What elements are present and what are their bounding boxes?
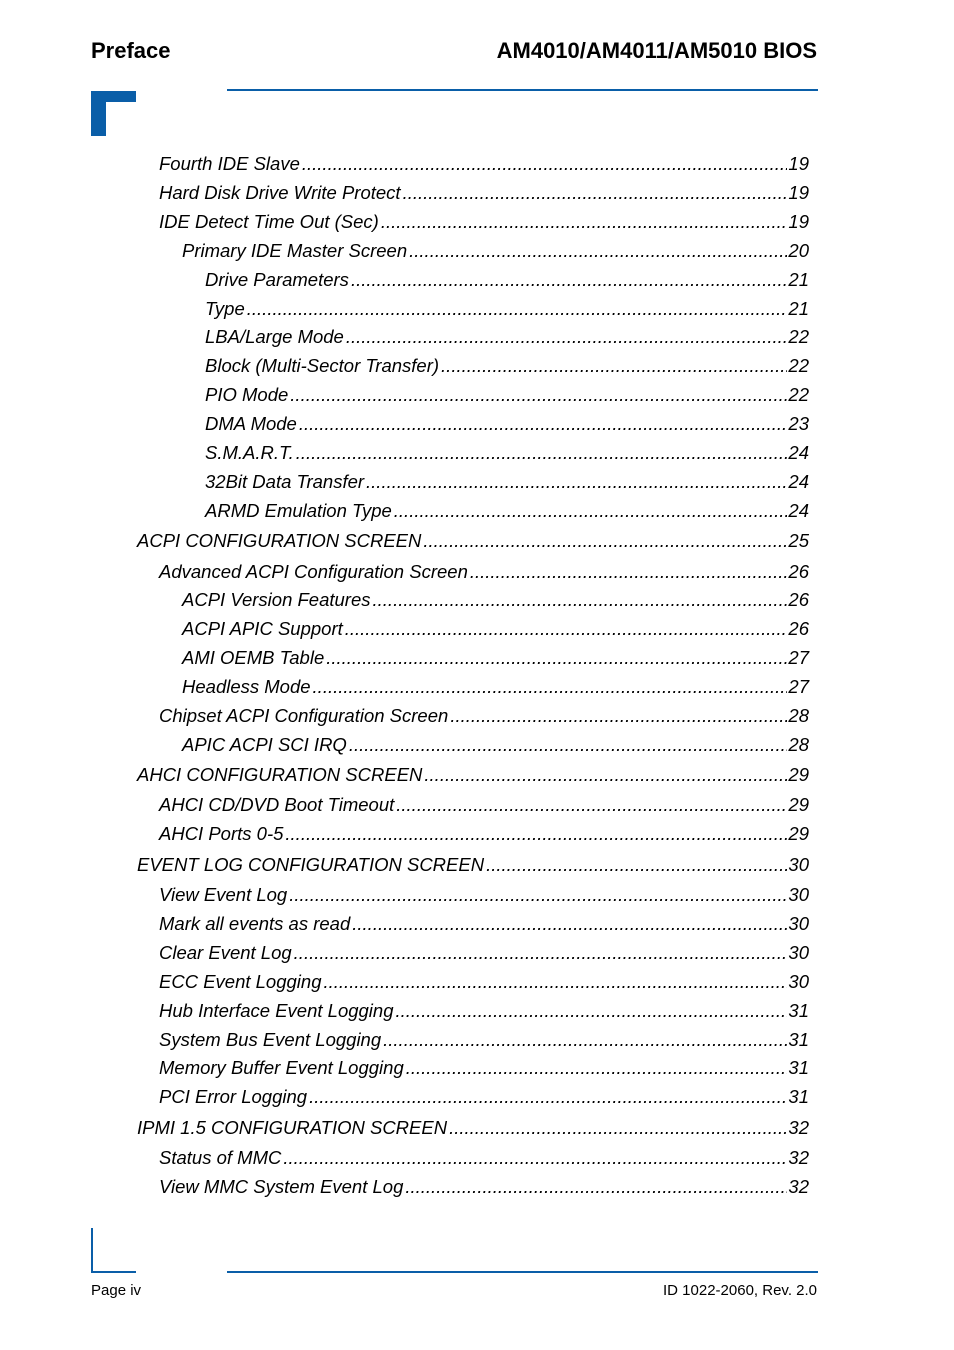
toc-entry-text: PIO Mode bbox=[205, 384, 289, 405]
toc-entry-page: 22 bbox=[788, 384, 809, 405]
toc-leader-dots bbox=[289, 884, 787, 906]
toc-entry[interactable] bbox=[137, 530, 809, 552]
toc-entry[interactable] bbox=[137, 1117, 809, 1139]
toc-entry-page: 27 bbox=[788, 647, 809, 668]
toc-entry[interactable] bbox=[159, 561, 809, 583]
toc-entry-text: Chipset ACPI Configuration Screen bbox=[159, 705, 449, 726]
toc-entry-page: 29 bbox=[788, 794, 809, 815]
footer-rule bbox=[227, 1271, 818, 1273]
toc-entry[interactable] bbox=[159, 211, 809, 233]
toc-entry-text: AHCI CONFIGURATION SCREEN bbox=[137, 764, 423, 785]
toc-entry-page: 20 bbox=[788, 240, 809, 261]
toc-entry-text: APIC ACPI SCI IRQ bbox=[182, 734, 347, 755]
toc-entry-text: System Bus Event Logging bbox=[159, 1029, 382, 1050]
toc-entry-page: 26 bbox=[788, 561, 809, 582]
toc-entry-text: ACPI Version Features bbox=[182, 589, 371, 610]
toc-entry-text: Fourth IDE Slave bbox=[159, 153, 300, 174]
toc-leader-dots bbox=[346, 326, 787, 348]
toc-leader-dots bbox=[424, 764, 787, 786]
toc-entry[interactable] bbox=[159, 1176, 809, 1198]
toc-entry-page: 31 bbox=[788, 1057, 809, 1078]
toc-entry-text: Memory Buffer Event Logging bbox=[159, 1057, 404, 1078]
toc-entry-page: 25 bbox=[788, 530, 809, 551]
toc-entry-page: 26 bbox=[788, 589, 809, 610]
footer-bracket-vertical bbox=[91, 1228, 93, 1273]
toc-entry-text: LBA/Large Mode bbox=[205, 326, 344, 347]
toc-leader-dots bbox=[486, 854, 787, 876]
toc-entry-text: 32Bit Data Transfer bbox=[205, 471, 365, 492]
toc-entry[interactable] bbox=[205, 471, 809, 493]
toc-entry-text: View MMC System Event Log bbox=[159, 1176, 404, 1197]
toc-entry[interactable] bbox=[182, 589, 809, 611]
toc-leader-dots bbox=[449, 1117, 787, 1139]
toc-entry-page: 23 bbox=[788, 413, 809, 434]
toc-entry-page: 29 bbox=[788, 764, 809, 785]
header-title: AM4010/AM4011/AM5010 BIOS bbox=[496, 38, 817, 63]
toc-entry-page: 30 bbox=[788, 971, 809, 992]
toc-entry[interactable] bbox=[159, 182, 809, 204]
toc-leader-dots bbox=[349, 734, 787, 756]
toc-leader-dots bbox=[285, 823, 787, 845]
toc-entry[interactable] bbox=[205, 500, 809, 522]
toc-entry-page: 31 bbox=[788, 1029, 809, 1050]
toc-entry-text: ARMD Emulation Type bbox=[205, 500, 392, 521]
toc-leader-dots bbox=[247, 298, 787, 320]
toc-entry[interactable] bbox=[159, 913, 809, 935]
toc-entry[interactable] bbox=[205, 413, 809, 435]
toc-leader-dots bbox=[441, 355, 787, 377]
toc-entry-text: Advanced ACPI Configuration Screen bbox=[159, 561, 468, 582]
toc-entry[interactable] bbox=[159, 1057, 809, 1079]
toc-leader-dots bbox=[296, 442, 787, 464]
toc-entry-page: 21 bbox=[788, 298, 809, 319]
toc-leader-dots bbox=[290, 384, 787, 406]
toc-entry-text: AMI OEMB Table bbox=[182, 647, 325, 668]
toc-entry-text: Clear Event Log bbox=[159, 942, 292, 963]
toc-entry[interactable] bbox=[182, 734, 809, 756]
toc-leader-dots bbox=[313, 676, 787, 698]
toc-leader-dots bbox=[403, 182, 787, 204]
toc-entry[interactable] bbox=[159, 153, 809, 175]
toc-entry-page: 19 bbox=[788, 153, 809, 174]
toc-entry[interactable] bbox=[205, 298, 809, 320]
toc-entry-page: 32 bbox=[788, 1117, 809, 1138]
toc-entry-page: 32 bbox=[788, 1176, 809, 1197]
toc-entry[interactable] bbox=[159, 705, 809, 727]
toc-leader-dots bbox=[406, 1057, 787, 1079]
toc-entry[interactable] bbox=[182, 240, 809, 262]
toc-entry-text: AHCI Ports 0-5 bbox=[159, 823, 284, 844]
toc-leader-dots bbox=[396, 794, 787, 816]
toc-entry-page: 19 bbox=[788, 182, 809, 203]
toc-entry-page: 24 bbox=[788, 500, 809, 521]
toc-entry-page: 31 bbox=[788, 1086, 809, 1107]
toc-entry[interactable] bbox=[137, 854, 809, 876]
toc-leader-dots bbox=[394, 500, 787, 522]
toc-leader-dots bbox=[283, 1147, 787, 1169]
toc-entry-text: ACPI APIC Support bbox=[182, 618, 343, 639]
toc-entry[interactable] bbox=[182, 618, 809, 640]
toc-entry[interactable] bbox=[159, 823, 809, 845]
toc-entry-text: Hub Interface Event Logging bbox=[159, 1000, 394, 1021]
toc-entry-page: 28 bbox=[788, 734, 809, 755]
toc-entry-text: EVENT LOG CONFIGURATION SCREEN bbox=[137, 854, 485, 875]
toc-leader-dots bbox=[294, 942, 787, 964]
footer-doc-id: ID 1022-2060, Rev. 2.0 bbox=[663, 1282, 817, 1299]
toc-entry-page: 26 bbox=[788, 618, 809, 639]
toc-entry[interactable] bbox=[159, 1147, 809, 1169]
toc-entry-page: 22 bbox=[788, 355, 809, 376]
toc-entry-page: 29 bbox=[788, 823, 809, 844]
toc-leader-dots bbox=[405, 1176, 787, 1198]
toc-entry-page: 30 bbox=[788, 942, 809, 963]
toc-entry-text: IDE Detect Time Out (Sec) bbox=[159, 211, 379, 232]
toc-entry[interactable] bbox=[159, 1086, 809, 1108]
toc-leader-dots bbox=[373, 589, 787, 611]
footer-page-number: Page iv bbox=[91, 1282, 142, 1299]
toc-leader-dots bbox=[423, 530, 787, 552]
toc-entry-text: Type bbox=[205, 298, 245, 319]
toc-entry-page: 19 bbox=[788, 211, 809, 232]
toc-entry-text: Drive Parameters bbox=[205, 269, 349, 290]
toc-entry-page: 30 bbox=[788, 913, 809, 934]
toc-entry-text: Status of MMC bbox=[159, 1147, 282, 1168]
toc-entry-page: 28 bbox=[788, 705, 809, 726]
toc-entry[interactable] bbox=[159, 1029, 809, 1051]
corner-bracket-horizontal bbox=[91, 91, 136, 102]
toc-leader-dots bbox=[309, 1086, 787, 1108]
toc-entry[interactable] bbox=[182, 647, 809, 669]
toc-entry[interactable] bbox=[159, 1000, 809, 1022]
toc-entry[interactable] bbox=[205, 326, 809, 348]
toc-entry-page: 30 bbox=[788, 884, 809, 905]
toc-entry[interactable] bbox=[159, 942, 809, 964]
toc-leader-dots bbox=[396, 1000, 788, 1022]
toc-entry-page: 21 bbox=[788, 269, 809, 290]
toc-entry-text: Hard Disk Drive Write Protect bbox=[159, 182, 401, 203]
toc-entry[interactable] bbox=[205, 442, 809, 464]
toc-entry[interactable] bbox=[205, 384, 809, 406]
toc-leader-dots bbox=[366, 471, 787, 493]
toc-leader-dots bbox=[352, 913, 787, 935]
toc-entry[interactable] bbox=[205, 269, 809, 291]
toc-entry-text: DMA Mode bbox=[205, 413, 297, 434]
toc-entry-text: AHCI CD/DVD Boot Timeout bbox=[159, 794, 395, 815]
toc-entry-page: 31 bbox=[788, 1000, 809, 1021]
toc-entry-text: Block (Multi-Sector Transfer) bbox=[205, 355, 440, 376]
toc-leader-dots bbox=[345, 618, 787, 640]
toc-leader-dots bbox=[450, 705, 787, 727]
toc-entry-page: 22 bbox=[788, 326, 809, 347]
toc-entry-text: IPMI 1.5 CONFIGURATION SCREEN bbox=[137, 1117, 448, 1138]
header-rule bbox=[227, 89, 818, 91]
toc-entry-page: 24 bbox=[788, 471, 809, 492]
toc-entry[interactable] bbox=[159, 884, 809, 906]
toc-leader-dots bbox=[324, 971, 788, 993]
toc-leader-dots bbox=[381, 211, 787, 233]
toc-entry-text: ACPI CONFIGURATION SCREEN bbox=[137, 530, 422, 551]
toc-entry[interactable] bbox=[159, 794, 809, 816]
toc-leader-dots bbox=[326, 647, 787, 669]
toc-entry[interactable] bbox=[182, 676, 809, 698]
toc-leader-dots bbox=[299, 413, 787, 435]
toc-entry[interactable] bbox=[137, 764, 809, 786]
toc-entry-text: Mark all events as read bbox=[159, 913, 351, 934]
toc-leader-dots bbox=[383, 1029, 787, 1051]
toc-entry-text: View Event Log bbox=[159, 884, 288, 905]
toc-entry-page: 30 bbox=[788, 854, 809, 875]
toc-entry-text: Primary IDE Master Screen bbox=[182, 240, 408, 261]
footer-bracket-horizontal bbox=[91, 1271, 136, 1273]
toc-leader-dots bbox=[302, 153, 787, 175]
toc-entry-page: 24 bbox=[788, 442, 809, 463]
toc-entry-text: ECC Event Logging bbox=[159, 971, 322, 992]
toc-entry-text: S.M.A.R.T. bbox=[205, 442, 294, 463]
header-section: Preface bbox=[91, 38, 171, 63]
toc-leader-dots bbox=[470, 561, 787, 583]
toc-entry-text: PCI Error Logging bbox=[159, 1086, 308, 1107]
toc-entry[interactable] bbox=[205, 355, 809, 377]
toc-entry-page: 32 bbox=[788, 1147, 809, 1168]
toc-leader-dots bbox=[409, 240, 787, 262]
toc-entry-text: Headless Mode bbox=[182, 676, 311, 697]
toc-entry[interactable] bbox=[159, 971, 809, 993]
toc-leader-dots bbox=[351, 269, 787, 291]
toc-entry-page: 27 bbox=[788, 676, 809, 697]
